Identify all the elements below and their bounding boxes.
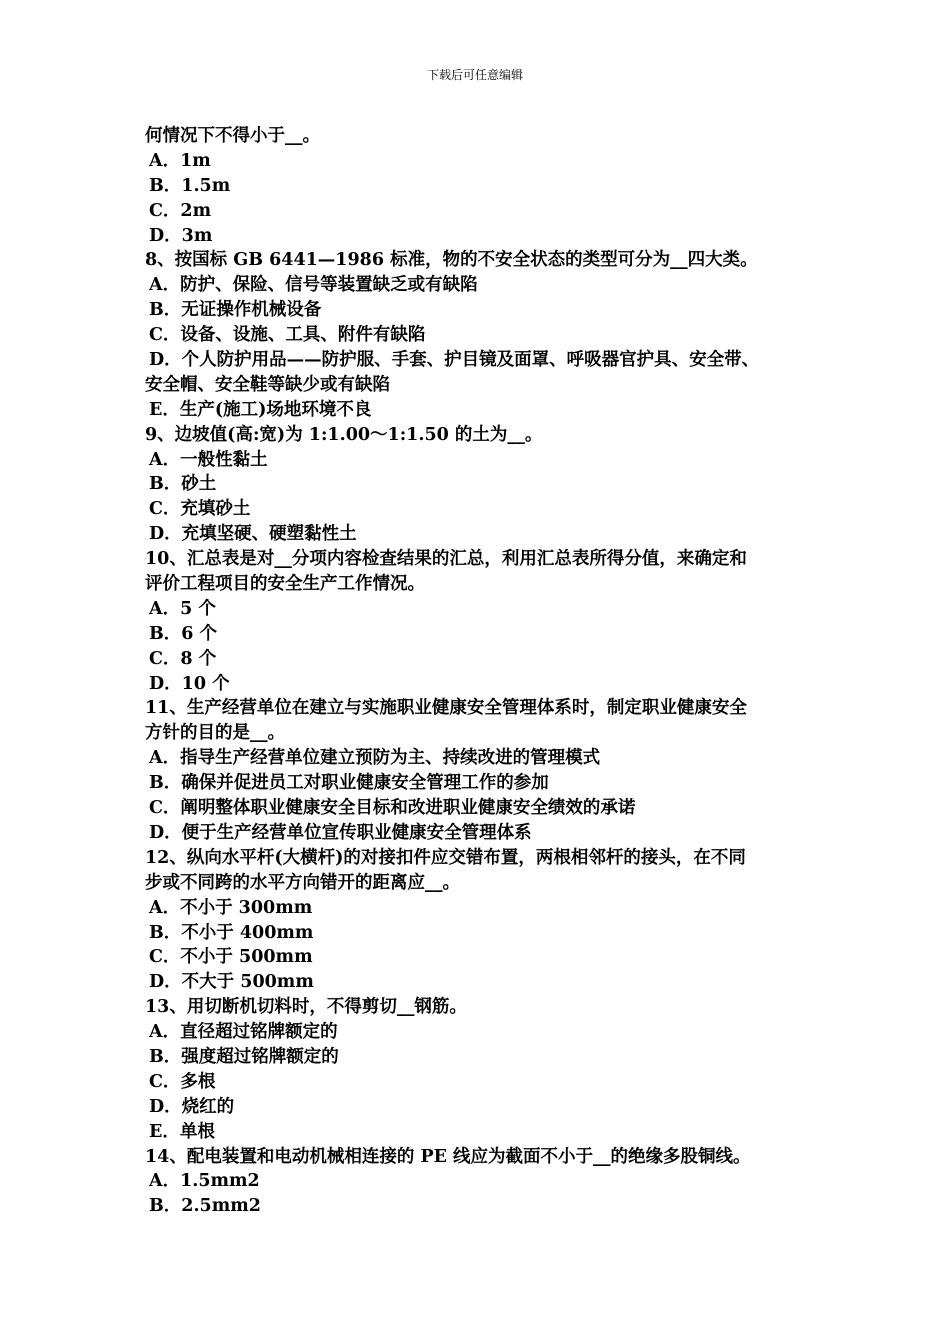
option-line: A．5 个	[149, 598, 216, 619]
continuation-line: 方针的目的是__。	[145, 723, 285, 744]
option-line: D．便于生产经营单位宣传职业健康安全管理体系	[149, 822, 532, 843]
option-line: D．3m	[149, 225, 213, 246]
option-line: B．6 个	[149, 623, 218, 644]
option-line: A．1.5mm2	[149, 1171, 260, 1192]
option-line: D．烧红的	[149, 1096, 235, 1117]
option-line: B．砂土	[149, 474, 217, 495]
question-line: 10、汇总表是对__分项内容检查结果的汇总，利用汇总表所得分值，来确定和	[145, 549, 747, 570]
document-body	[145, 124, 825, 1219]
option-line: A．直径超过铭牌额定的	[149, 1022, 338, 1043]
option-line: C．阐明整体职业健康安全目标和改进职业健康安全绩效的承诺	[149, 798, 636, 819]
option-line: D．10 个	[149, 673, 230, 694]
option-line: C．8 个	[149, 648, 217, 669]
option-line: A．一般性黏土	[149, 449, 268, 470]
option-line: A．1m	[149, 150, 211, 171]
option-line: E．生产(施工)场地环境不良	[149, 399, 372, 420]
option-line: B．无证操作机械设备	[149, 300, 322, 321]
option-line: B．1.5m	[149, 175, 231, 196]
question-line: 11、生产经营单位在建立与实施职业健康安全管理体系时，制定职业健康安全	[145, 698, 747, 719]
question-line: 12、纵向水平杆(大横杆)的对接扣件应交错布置，两根相邻杆的接头，在不同	[145, 847, 746, 868]
option-line: C．2m	[149, 200, 212, 221]
option-line: E．单根	[149, 1121, 215, 1142]
continuation-line: 评价工程项目的安全生产工作情况。	[145, 574, 425, 595]
option-line: B．不小于 400mm	[149, 922, 314, 943]
option-line: A．不小于 300mm	[149, 897, 313, 918]
option-line: D．不大于 500mm	[149, 972, 314, 993]
option-line: C．不小于 500mm	[149, 947, 313, 968]
option-line: C．充填砂土	[149, 499, 251, 520]
page-header: 下载后可任意编辑	[426, 68, 523, 82]
continuation-line: 何情况下不得小于__。	[145, 126, 320, 146]
question-line: 13、用切断机切料时，不得剪切__钢筋。	[145, 997, 467, 1018]
continuation-line: 安全帽、安全鞋等缺少或有缺陷	[145, 374, 390, 395]
option-line: C．设备、设施、工具、附件有缺陷	[149, 325, 426, 346]
option-line: A．防护、保险、信号等装置缺乏或有缺陷	[149, 275, 478, 296]
option-line: D．个人防护用品——防护服、手套、护目镜及面罩、呼吸器官护具、安全带、	[149, 350, 760, 371]
option-line: A．指导生产经营单位建立预防为主、持续改进的管理模式	[149, 748, 601, 769]
option-line: B．确保并促进员工对职业健康安全管理工作的参加	[149, 773, 549, 794]
option-line: C．多根	[149, 1071, 216, 1092]
option-line: D．充填坚硬、硬塑黏性土	[149, 524, 357, 545]
option-line: B．2.5mm2	[149, 1196, 261, 1217]
question-line: 14、配电装置和电动机械相连接的 PE 线应为截面不小于__的绝缘多股铜线。	[145, 1146, 751, 1167]
option-line: B．强度超过铭牌额定的	[149, 1046, 339, 1067]
continuation-line: 步或不同跨的水平方向错开的距离应__。	[145, 872, 460, 893]
question-line: 9、边坡值(高:宽)为 1:1.00～1:1.50 的土为__。	[145, 424, 543, 445]
question-line: 8、按国标 GB 6441—1986 标准，物的不安全状态的类型可分为__四大类。	[145, 250, 758, 271]
